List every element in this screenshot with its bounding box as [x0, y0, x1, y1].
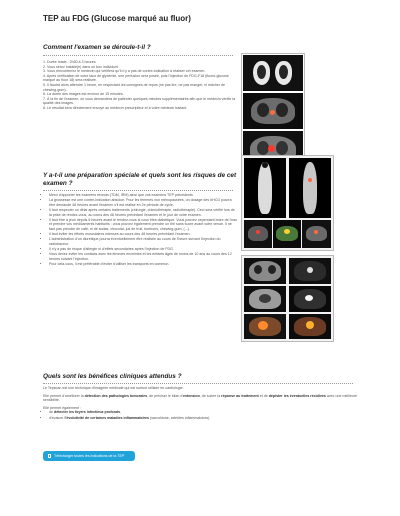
list-item: • Il faut respecter un délai après certains traitements (chirurgie, chimiothérapie, radiothérapie). Ceci sera vérifié lors de la prise de rendez-vous, au cours des 48 heures précédant l'examen et le jour de votre examen. — [49, 208, 238, 217]
section-divider — [43, 55, 233, 57]
benefits-also: Elle permet également : — [43, 405, 81, 410]
emphasis: dépister les éventuelles récidives — [268, 393, 326, 398]
page-title: TEP au FDG (Glucose marqué au fluor) — [43, 14, 191, 23]
download-button-label: Télécharger toutes les indications de la TEP — [54, 454, 125, 458]
list-item: • La grossesse est une contre-indication absolue. Pour les femmes non ménopausées, un dosage des bHCG pourra être demandé 48 heures avant l'examen s'il est réalisé en 2e période de cycle. — [49, 198, 238, 207]
pdf-icon — [48, 454, 51, 458]
emphasis: extension — [183, 393, 200, 398]
list-item: • Merci d'apporter les examens récents (TDM, IRM) ainsi que vos examens TEP précédents. — [49, 193, 238, 198]
whole-body-pet-image — [241, 155, 334, 251]
section-preparation-text — [43, 193, 238, 267]
list-item: • Il faut être à jeun depuis 6 heures avant le rendez-vous si vous êtes diabétique. Vous pouvez cependant boire de l'eau et prendre vos médicaments habituels : vous pouvez également prendre un thé sans sucre avant votre venue. Il ne faut pas prendre de café, ni de sodas, chocolat, jus de fruit, bonbons, chewing-gum, (...). — [49, 218, 238, 232]
step-line: 7. À la fin de l'examen, on vous demandera de patienter quelques minutes supplémentaires afin que le médecin vérifie la qualité des images. — [43, 96, 236, 106]
section-how-title: Comment l'examen se déroule-t-il ? — [43, 44, 151, 51]
list-item: • de détecter les foyers infectieux profonds, — [49, 410, 358, 415]
step-line: 4. Après vérification de votre taux de glycémie, une perfusion sera posée, puis l'injection de FDG-F18 (fluoro-glucose marqué au fluor 18) sera réalisée. — [43, 73, 229, 83]
pet-ct-scan-image — [241, 53, 305, 170]
list-item: • L'administration d'un diurétique pourra éventuellement être réalisée au cours de l'heure suivant l'injection du radiotraceur. — [49, 237, 238, 246]
benefits-intro: Le Tepscan est une technique d'imagerie médicale qui est surtout utilisée en cardiologie. — [43, 386, 184, 390]
benefits-paragraph: Elle permet d'améliorer la détection des pathologies tumorales, de préciser le bilan d'extension, de suivre la réponse au traitement et de dépister les éventuelles récidives avec une meilleure sensibilité. — [43, 393, 358, 403]
section-benefits-title: Quels sont les bénéfices cliniques attendus ? — [43, 373, 182, 380]
abdominal-pet-ct-image — [241, 255, 334, 342]
section-benefits-text — [43, 386, 358, 421]
list-item: • Vous devez éviter les contacts avec les femmes enceintes et les enfants âgés de moins de 10 ans au cours des 12 heures suivant l'injection. — [49, 252, 238, 261]
download-indications-button[interactable] — [43, 451, 135, 461]
step-line: 2. Vous serez installé(e) dans un box individuel. — [43, 64, 119, 69]
step-line: 5. Il faudra alors attendre 1 heure, en respectant les consignes de repos (ne pas lire, ne pas manger, ni mâcher de chewing-gum). — [43, 82, 225, 92]
step-line: 6. La durée des images est environ de 15 minutes. — [43, 92, 124, 97]
step-line: 1. Durée totale : 2h30 à 3 heures. — [43, 60, 97, 64]
emphasis: détection des pathologies tumorales — [84, 393, 148, 398]
list-item: • Il n'y a pas de risque d'allergie ni d'effets secondaires après l'injection de FDG. — [49, 247, 238, 252]
list-item: • d'évaluer l'évolutivité de certaines maladies inflammatoires (sarcoïdose, artérites inflammatoires). — [49, 416, 358, 421]
section-divider — [43, 383, 353, 385]
list-item: • Il faut éviter les efforts musculaires intenses au cours des 48 heures précédant l'examen. — [49, 232, 238, 237]
section-preparation-title: Y a-t-il une préparation spéciale et quels sont les risques de cet examen ? — [43, 172, 237, 187]
emphasis: réponse au traitement — [221, 393, 259, 398]
step-line: 8. Le résultat sera directement envoyé au médecin prescripteur et à votre médecin traitant. — [43, 105, 188, 110]
section-divider — [43, 190, 233, 192]
section-how-text — [43, 60, 238, 111]
list-item: • Pour cela-vous, il est préférable d'éviter d'utiliser les transports en commun. — [49, 262, 238, 267]
step-line: 3. Vous rencontrerez le médecin qui vérifiera qu'il n'y a pas de contre-indication à réaliser cet examen. — [43, 69, 206, 74]
